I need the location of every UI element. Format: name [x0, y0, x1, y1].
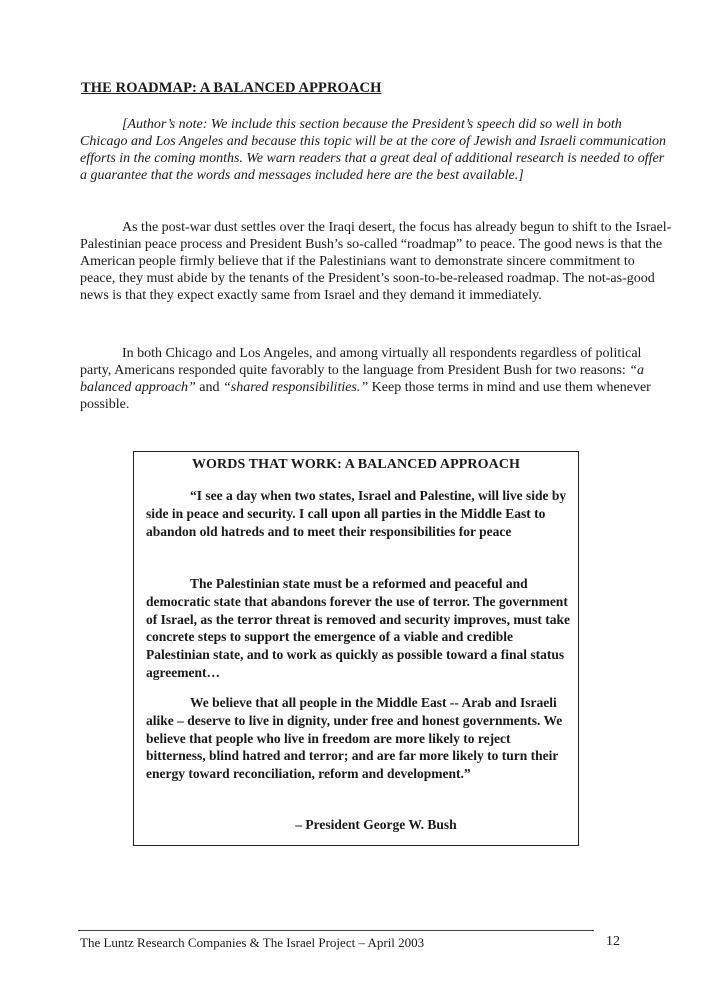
footer-text: The Luntz Research Companies & The Israel Project – April 2003 [80, 935, 425, 950]
paragraph-joiner-text: and [195, 380, 223, 395]
authors-note: [Author’s note: We include this section because the President’s speech did so well in both Chicago and Los Angeles and because this topic will be at the core of Jewish and Israeli communication efforts in the coming months. We warn readers that a great deal of additional research is needed to offer a guarantee that the words and messages included here are the best available.] [80, 117, 666, 183]
paragraph-outro-text: Keep those terms in mind and use them whenever possible. [80, 380, 651, 412]
paragraph-intro-text: In both Chicago and Los Angeles, and among virtually all respondents regardless of political party, Americans responded quite favorably to the language from President Bush for two reasons: [80, 346, 642, 378]
section-title: THE ROADMAP: A BALANCED APPROACH [81, 80, 382, 96]
footer-divider [78, 930, 594, 931]
quote-paragraph-2: The Palestinian state must be a reformed and peaceful and democratic state that abandons forever the use of terror. The government of Israel, as the terror threat is removed and security improves, must take concrete steps to support the emergence of a viable and credible Palestinian state, and to work as quickly as possible toward a final status agreement… [146, 576, 570, 680]
page-number: 12 [606, 934, 620, 949]
quote-paragraph-3: We believe that all people in the Middle East -- Arab and Israeli alike – deserve to live in dignity, under free and honest governments. We believe that people who live in freedom are more likely to reject bitterness, blind hatred and terror; and are far more likely to turn their energy toward reconciliation, reform and development.” [146, 695, 563, 782]
box-title: WORDS THAT WORK: A BALANCED APPROACH [191, 457, 521, 472]
quote-paragraph-1: “I see a day when two states, Israel and Palestine, will live side by side in peace and security. I call upon all parties in the Middle East to abandon old hatreds and to meet their responsibilities for peace [146, 488, 567, 539]
words-that-work-box [133, 451, 579, 846]
term-balanced-approach: “a balanced approach” [80, 363, 645, 395]
body-paragraph-balanced-approach [80, 345, 672, 413]
term-shared-responsibilities: “shared responsibilities.” [222, 380, 369, 395]
quote-attribution: – President George W. Bush [295, 817, 457, 832]
body-paragraph-roadmap: As the post-war dust settles over the Iraqi desert, the focus has already begun to shift to the Israel-Palestinian peace process and President Bush’s so-called “roadmap” to peace. The good news is that the American people firmly believe that if the Palestinians want to demonstrate sincere commitment to peace, they must abide by the tenants of the President’s soon-to-be-released roadmap. The not-as-good news is that they expect exactly same from Israel and they demand it immediately. [80, 220, 672, 303]
